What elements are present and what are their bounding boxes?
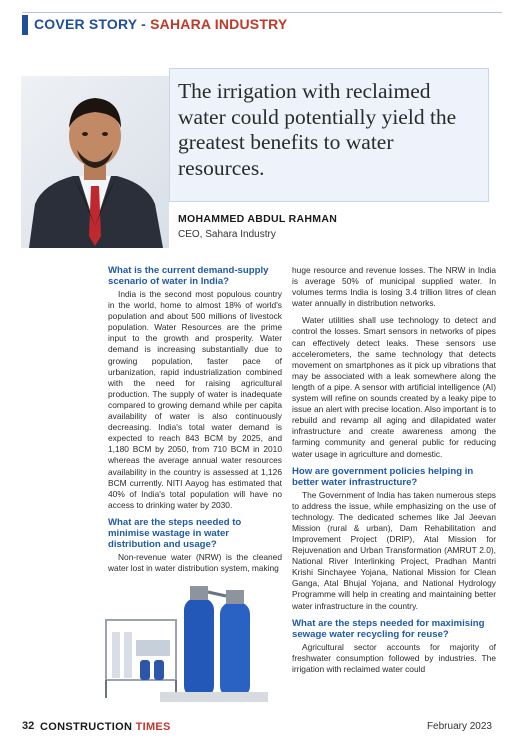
right-column (292, 265, 496, 681)
question-heading: What are the steps needed to minimise wastage in water distribution and usage? (108, 516, 242, 550)
left-column (108, 265, 282, 580)
header-section: COVER STORY (34, 16, 138, 32)
paragraph: Water utilities shall use technology to detect and control the losses. Smart sensors in networks of pipes can effectively detect leaks. These sensors use accelerometers, the same technology that detects movement on smartphones as it pick up vibrations that may be associated with a leak somewhere along the length of a pipe. A sensor with artificial intelligence (AI) system will refine on sounds created by a leaky pipe to issue an alert with precise location. Also important is to rebuild and revamp all aging and dilapidated water infrastructure and create awareness among the farming community and general public for reducing water usage in agriculture and domestic. (292, 315, 496, 459)
section-header (22, 12, 502, 35)
water-treatment-plant-image (100, 580, 270, 708)
question-heading: What are the steps needed for maximising sewage water recycling for reuse? (292, 617, 485, 640)
paragraph: Agricultural sector accounts for majority of freshwater consumption followed by industries. The irrigation with reclaimed water could (292, 641, 496, 674)
header-separator: - (137, 16, 151, 32)
paragraph: huge resource and revenue losses. The NRW in India is average 50% of municipal supplied water. In volumes terms India is losing 3.4 trillion litres of clean water annually in distribution networks. (292, 265, 496, 309)
author-role: CEO, Sahara Industry (178, 229, 276, 240)
issue-date: February 2023 (426, 721, 492, 732)
magazine-name-part1: CONSTRUCTION (40, 721, 136, 733)
author-portrait (21, 76, 169, 248)
page-number: 32 (22, 720, 35, 732)
header-subsection: SAHARA INDUSTRY (150, 16, 288, 32)
paragraph: The Government of India has taken numerous steps to address the issue, while emphasizing on the use of technology. The dedicated schemes like Jal Jeevan Mission (rural & urban), Dam Rehabilitation and Improvement Project (DRIP), Atal Mission for Rejuvenation and Urban Transformation (AMRUT 2.0), National River Interlinking Project, Pradhan Mantri Krishi Sinchayee Yojana, National Mission for Clean Ganga, Atal Bhujal Yojana, and National Hydrology Programme will help in creating and maintaining better water infrastructure in the country. (292, 489, 496, 611)
author-name: MOHAMMED ABDUL RAHMAN (178, 213, 338, 225)
paragraph: India is the second most populous country in the world, home to almost 18% of world's population and about 500 millions of livestock population. Water Resources are the prime input to the growth and prosperity. Water demand is increasing substantially due to growing population, faster pace of urbanization, rapid industrialization combined with the need for raising agricultural production. The supply of water is inadequate compared to growing demand while per capita availability of water is also continuously decreasing. India's total water demand is expected to reach 843 BCM by 2025, and 1,180 BCM by 2050, from 710 BCM in 2010 whereas the average annual water resources availability in the country is assessed at 1,126 BCM currently. NITI Aayog has estimated that 40% of India's total population will have no access to drinking water by 2030. (108, 289, 282, 510)
magazine-name (40, 721, 171, 733)
header-accent-bar (22, 15, 28, 35)
portrait-illustration (21, 76, 169, 248)
header-title (34, 16, 287, 32)
water-filter-illustration (100, 580, 270, 708)
page-footer (22, 720, 492, 736)
pull-quote: The irrigation with reclaimed water could potentially yield the greatest benefits to water resources. (178, 79, 457, 180)
paragraph: Non-revenue water (NRW) is the cleaned water lost in water distribution system, making (108, 551, 282, 573)
question-heading: What is the current demand-supply scenario of water in India? (108, 265, 269, 287)
question-heading: How are government policies helping in better water infrastructure? (292, 465, 474, 488)
magazine-name-part2: TIMES (135, 721, 171, 733)
